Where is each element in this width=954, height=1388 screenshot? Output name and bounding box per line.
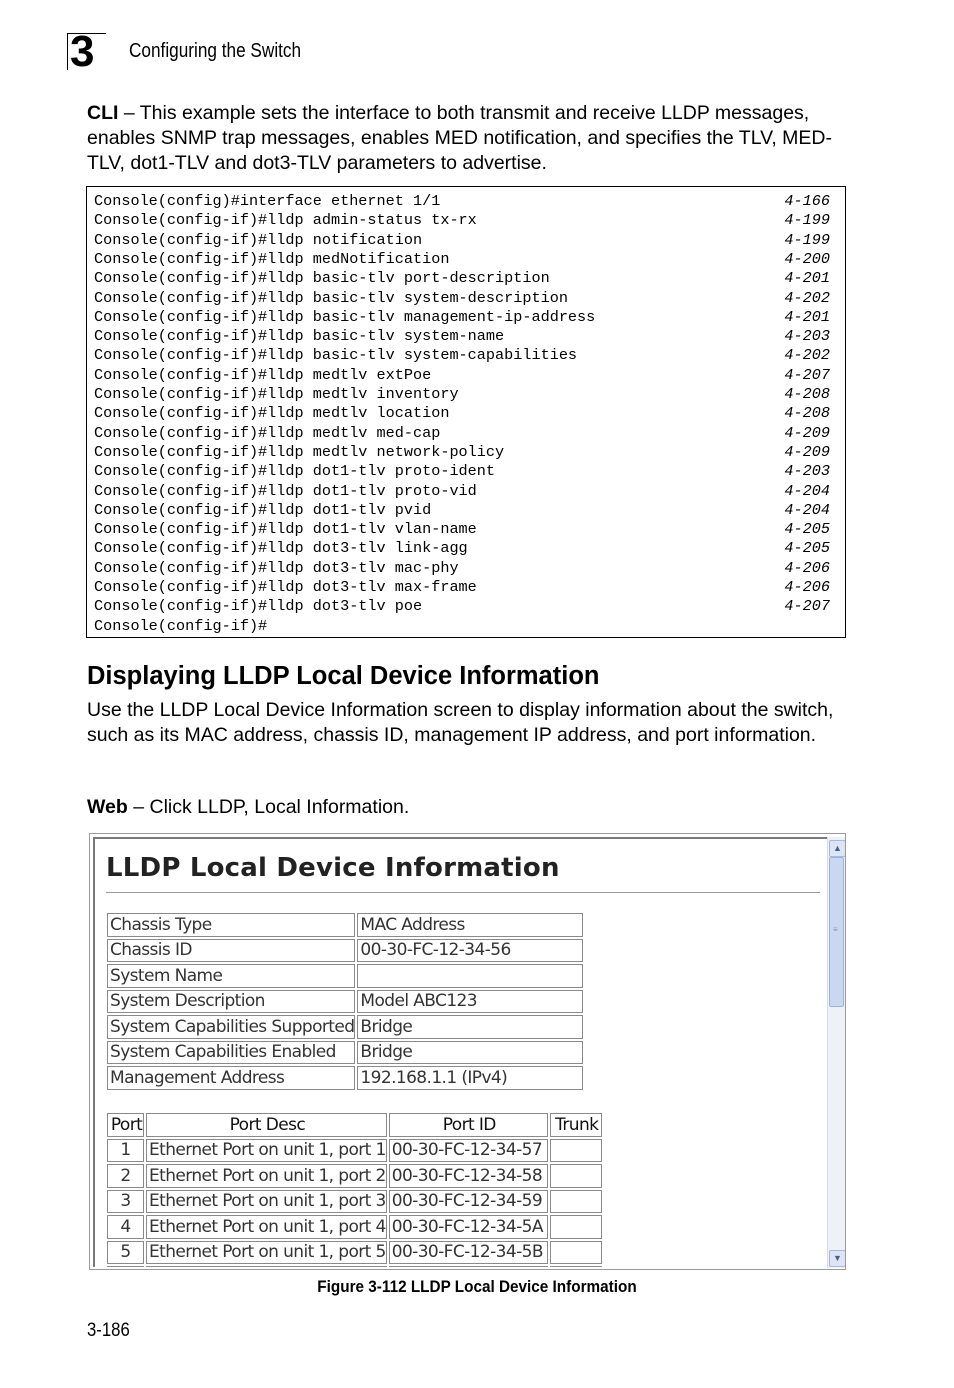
info-label: System Capabilities Enabled [107,1041,355,1065]
code-page-ref: 4-199 [784,211,830,230]
code-line [94,211,830,230]
port-trunk [550,1241,602,1265]
port-id [389,1266,548,1267]
table-row [107,1215,602,1239]
port-desc: Ethernet Port on unit 1, port 3 [146,1190,387,1214]
code-line [94,231,830,250]
code-page-ref: 4-209 [784,442,830,461]
code-page-ref: 4-200 [784,249,830,268]
info-label: System Description [107,990,355,1014]
code-line [94,520,830,539]
code-page-ref: 4-203 [784,462,830,481]
port-trunk [550,1190,602,1214]
intro-paragraph [87,101,857,176]
code-page-ref: 4-201 [784,307,830,326]
code-line [94,482,830,501]
code-page-ref: 4-166 [784,192,830,210]
info-label: Management Address [107,1066,355,1090]
port-desc: Ethernet Port on unit 1, port 2 [146,1164,387,1188]
code-line [94,559,830,578]
code-page-ref: 4-207 [784,365,830,384]
code-line [94,501,830,520]
code-command: Console(config-if)#lldp dot1-tlv proto-vid [94,481,477,500]
code-line [94,192,830,211]
port-trunk [550,1215,602,1239]
port-id: 00-30-FC-12-34-58 [389,1164,548,1188]
code-page-ref: 4-202 [784,346,830,365]
port-desc: Ethernet Port on unit 1, port 5 [146,1241,387,1265]
code-line [94,597,830,616]
code-line [94,289,830,308]
code-page-ref: 4-205 [784,520,830,539]
code-page-ref: 4-209 [784,423,830,442]
code-line [94,404,830,423]
code-command: Console(config)#interface ethernet 1/1 [94,192,441,210]
port-table [105,1111,604,1267]
port-number [107,1266,144,1267]
port-id: 00-30-FC-12-34-5B [389,1241,548,1265]
intro-text: – This example sets the interface to both transmit and receive LLDP messages, enables SNMP trap messages, enables MED notification, and specifies the TLV, MED-TLV, dot1-TLV and dot3-TLV parameters to advertise. [87,102,832,174]
code-command: Console(config-if)#lldp basic-tlv management-ip-address [94,307,596,326]
vertical-scrollbar[interactable] [827,837,846,1268]
port-number: 2 [107,1164,144,1188]
port-number: 4 [107,1215,144,1239]
chapter-number: 3 [70,27,94,76]
code-line [94,308,830,327]
section-body: Use the LLDP Local Device Information screen to display information about the switch, such as its MAC address, chassis ID, management IP address, and port information. [87,699,834,746]
code-line [94,443,830,462]
info-label: System Name [107,964,355,988]
info-value: Model ABC123 [357,990,583,1014]
code-page-ref: 4-208 [784,404,830,423]
code-page-ref: 4-199 [784,230,830,249]
port-desc [146,1266,387,1267]
info-row [107,990,583,1014]
code-line [94,578,830,597]
code-command: Console(config-if)#lldp medtlv extPoe [94,365,432,384]
table-row [107,1164,602,1188]
code-command: Console(config-if)#lldp dot1-tlv pvid [94,500,432,519]
figure-viewport [93,837,827,1267]
code-line [94,346,830,365]
port-id: 00-30-FC-12-34-5A [389,1215,548,1239]
web-text: – Click LLDP, Local Information. [127,796,410,818]
scroll-thumb[interactable] [829,857,844,1007]
code-line [94,269,830,288]
port-trunk [550,1266,602,1267]
code-command: Console(config-if)#lldp dot3-tlv max-frame [94,578,477,596]
code-command: Console(config-if)#lldp medtlv med-cap [94,423,441,442]
info-row [107,1041,583,1065]
info-value: 192.168.1.1 (IPv4) [357,1066,583,1090]
code-page-ref: 4-208 [784,385,830,403]
code-command: Console(config-if)#lldp notification [94,230,423,249]
figure-caption: Figure 3-112 LLDP Local Device Information [317,1277,637,1296]
info-label: Chassis ID [107,939,355,963]
code-command: Console(config-if)#lldp dot1-tlv vlan-name [94,520,477,539]
scroll-up-icon[interactable]: ▲ [829,840,846,857]
grip-icon: ≡ [833,925,838,934]
port-id: 00-30-FC-12-34-57 [389,1139,548,1163]
intro-label: CLI [87,102,119,124]
code-command: Console(config-if)#lldp dot3-tlv poe [94,597,423,616]
code-command: Console(config-if)#lldp medtlv network-policy [94,442,505,461]
port-desc: Ethernet Port on unit 1, port 1 [146,1139,387,1163]
code-command: Console(config-if)#lldp medtlv inventory [94,385,459,403]
info-row [107,1015,583,1039]
port-number: 1 [107,1139,144,1163]
table-row [107,1266,602,1267]
scroll-down-icon[interactable]: ▼ [829,1250,846,1267]
figure-title: LLDP Local Device Information [106,853,560,883]
code-line [94,327,830,346]
info-value: MAC Address [357,913,583,937]
table-row [107,1190,602,1214]
info-value: Bridge [357,1015,583,1039]
port-trunk [550,1164,602,1188]
code-command: Console(config-if)#lldp medtlv location [94,404,450,423]
info-value: 00-30-FC-12-34-56 [357,939,583,963]
web-label: Web [87,796,128,818]
page-number: 3-186 [87,1320,130,1341]
code-line [94,385,830,404]
port-id: 00-30-FC-12-34-59 [389,1190,548,1214]
port-column-header: Port ID [389,1113,548,1137]
code-page-ref: 4-201 [784,269,830,288]
port-trunk [550,1139,602,1163]
code-line [94,539,830,558]
code-page-ref: 4-203 [784,327,830,346]
code-line [94,366,830,385]
title-divider [106,892,820,893]
code-command: Console(config-if)#lldp dot3-tlv link-agg [94,539,468,558]
code-command: Console(config-if)# [94,616,268,635]
cli-example [86,186,846,638]
screenshot-figure [89,833,846,1270]
port-number: 3 [107,1190,144,1214]
code-page-ref: 4-204 [784,481,830,500]
info-label: Chassis Type [107,913,355,937]
code-command: Console(config-if)#lldp basic-tlv system-capabilities [94,346,578,365]
port-column-header: Trunk [550,1113,602,1137]
code-command: Console(config-if)#lldp basic-tlv system-name [94,327,505,346]
info-row [107,913,583,937]
info-value [357,964,583,988]
chapter-title: Configuring the Switch [129,40,302,62]
code-page-ref: 4-202 [784,288,830,307]
code-command: Console(config-if)#lldp admin-status tx-rx [94,211,477,230]
info-label: System Capabilities Supported [107,1015,355,1039]
section-heading: Displaying LLDP Local Device Information [87,662,600,690]
table-row [107,1241,602,1265]
code-line [94,424,830,443]
info-row [107,939,583,963]
port-column-header: Port [107,1113,144,1137]
port-number: 5 [107,1241,144,1265]
code-command: Console(config-if)#lldp medNotification [94,249,450,268]
code-command: Console(config-if)#lldp dot3-tlv mac-phy [94,558,459,577]
code-line [94,250,830,269]
code-page-ref: 4-205 [784,539,830,558]
code-line [94,617,830,636]
code-page-ref: 4-207 [784,597,830,616]
code-page-ref: 4-204 [784,500,830,519]
code-command: Console(config-if)#lldp dot1-tlv proto-ident [94,462,496,481]
code-page-ref: 4-206 [784,558,830,577]
info-row [107,964,583,988]
device-info-table [105,911,585,1092]
code-line [94,462,830,481]
info-value: Bridge [357,1041,583,1065]
table-row [107,1139,602,1163]
code-page-ref: 4-206 [784,578,830,596]
code-command: Console(config-if)#lldp basic-tlv port-description [94,269,550,288]
port-desc: Ethernet Port on unit 1, port 4 [146,1215,387,1239]
info-row [107,1066,583,1090]
port-column-header: Port Desc [146,1113,387,1137]
code-command: Console(config-if)#lldp basic-tlv system-description [94,288,568,307]
web-instruction [87,795,857,820]
